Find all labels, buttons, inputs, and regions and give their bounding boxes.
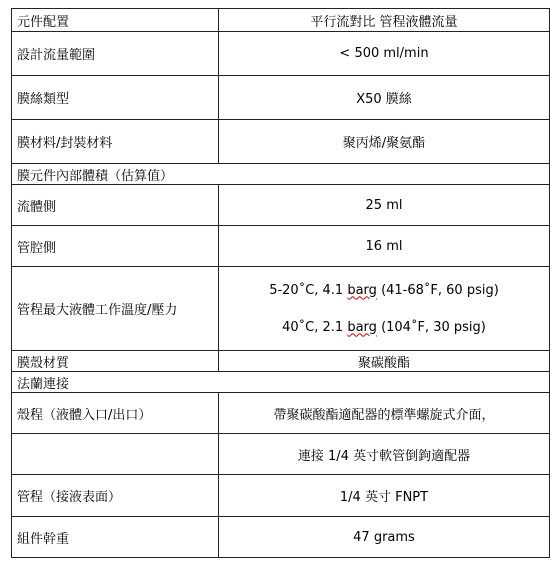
table-row-header [12, 9, 550, 32]
shell-side-key: 流體側 [12, 185, 219, 226]
table-row-volume-section [12, 164, 550, 185]
shell-port-key: 殼程（液體入口/出口） [12, 393, 219, 434]
table-row-lumen-side [12, 226, 550, 267]
table-row-lumen-port [12, 475, 550, 517]
table-row-housing-material [12, 351, 550, 372]
table-row-flange-section [12, 372, 550, 393]
table-row-shell-side [12, 185, 550, 226]
max-temp-pressure-line-2 [224, 320, 544, 335]
header-value: 平行流對比 管程液體流量 [219, 9, 550, 32]
header-key: 元件配置 [12, 9, 219, 32]
line-1-suffix: (41-68˚F, 60 psig) [376, 282, 499, 298]
table-row-shell-port [12, 393, 550, 434]
fiber-type-key: 膜絲類型 [12, 76, 219, 120]
table-row-flow-range [12, 32, 550, 76]
lumen-side-key: 管腔側 [12, 226, 219, 267]
volume-section-label: 膜元件內部體積（估算值） [12, 164, 550, 185]
weight-value: 47 grams [219, 517, 550, 558]
table-row-fiber-type [12, 76, 550, 120]
table-row-max-temp-pressure [12, 267, 550, 351]
max-temp-pressure-line-1 [224, 283, 544, 298]
line-2-suffix: (104˚F, 30 psig) [376, 319, 486, 335]
lumen-side-value: 16 ml [219, 226, 550, 267]
max-temp-pressure-value [219, 267, 550, 351]
line-2-unit: barg [347, 319, 377, 335]
housing-material-value: 聚碳酸酯 [219, 351, 550, 372]
spec-table [11, 8, 550, 558]
shell-port-cont-value: 連接 1/4 英寸軟管倒鉤適配器 [219, 434, 550, 475]
max-temp-pressure-key: 管程最大液體工作溫度/壓力 [12, 267, 219, 351]
shell-port-value: 帶聚碳酸酯適配器的標準螺旋式介面， [219, 393, 550, 434]
lumen-port-value: 1/4 英寸 FNPT [219, 475, 550, 517]
fiber-type-value: X50 膜絲 [219, 76, 550, 120]
line-1-prefix: 5-20˚C, 4.1 [269, 282, 348, 298]
table-row-shell-port-cont [12, 434, 550, 475]
flange-section-label: 法蘭連接 [12, 372, 550, 393]
materials-value: 聚丙烯/聚氨酯 [219, 120, 550, 164]
shell-port-cont-key [12, 434, 219, 475]
weight-key: 組件幹重 [12, 517, 219, 558]
table-row-materials [12, 120, 550, 164]
flow-range-key: 設計流量範圍 [12, 32, 219, 76]
shell-side-value: 25 ml [219, 185, 550, 226]
housing-material-key: 膜殼材質 [12, 351, 219, 372]
materials-key: 膜材料/封裝材料 [12, 120, 219, 164]
flow-range-value: < 500 ml/min [219, 32, 550, 76]
line-1-unit: barg [347, 282, 377, 298]
line-2-prefix: 40˚C, 2.1 [282, 319, 348, 335]
table-row-weight [12, 517, 550, 558]
lumen-port-key: 管程（接液表面） [12, 475, 219, 517]
